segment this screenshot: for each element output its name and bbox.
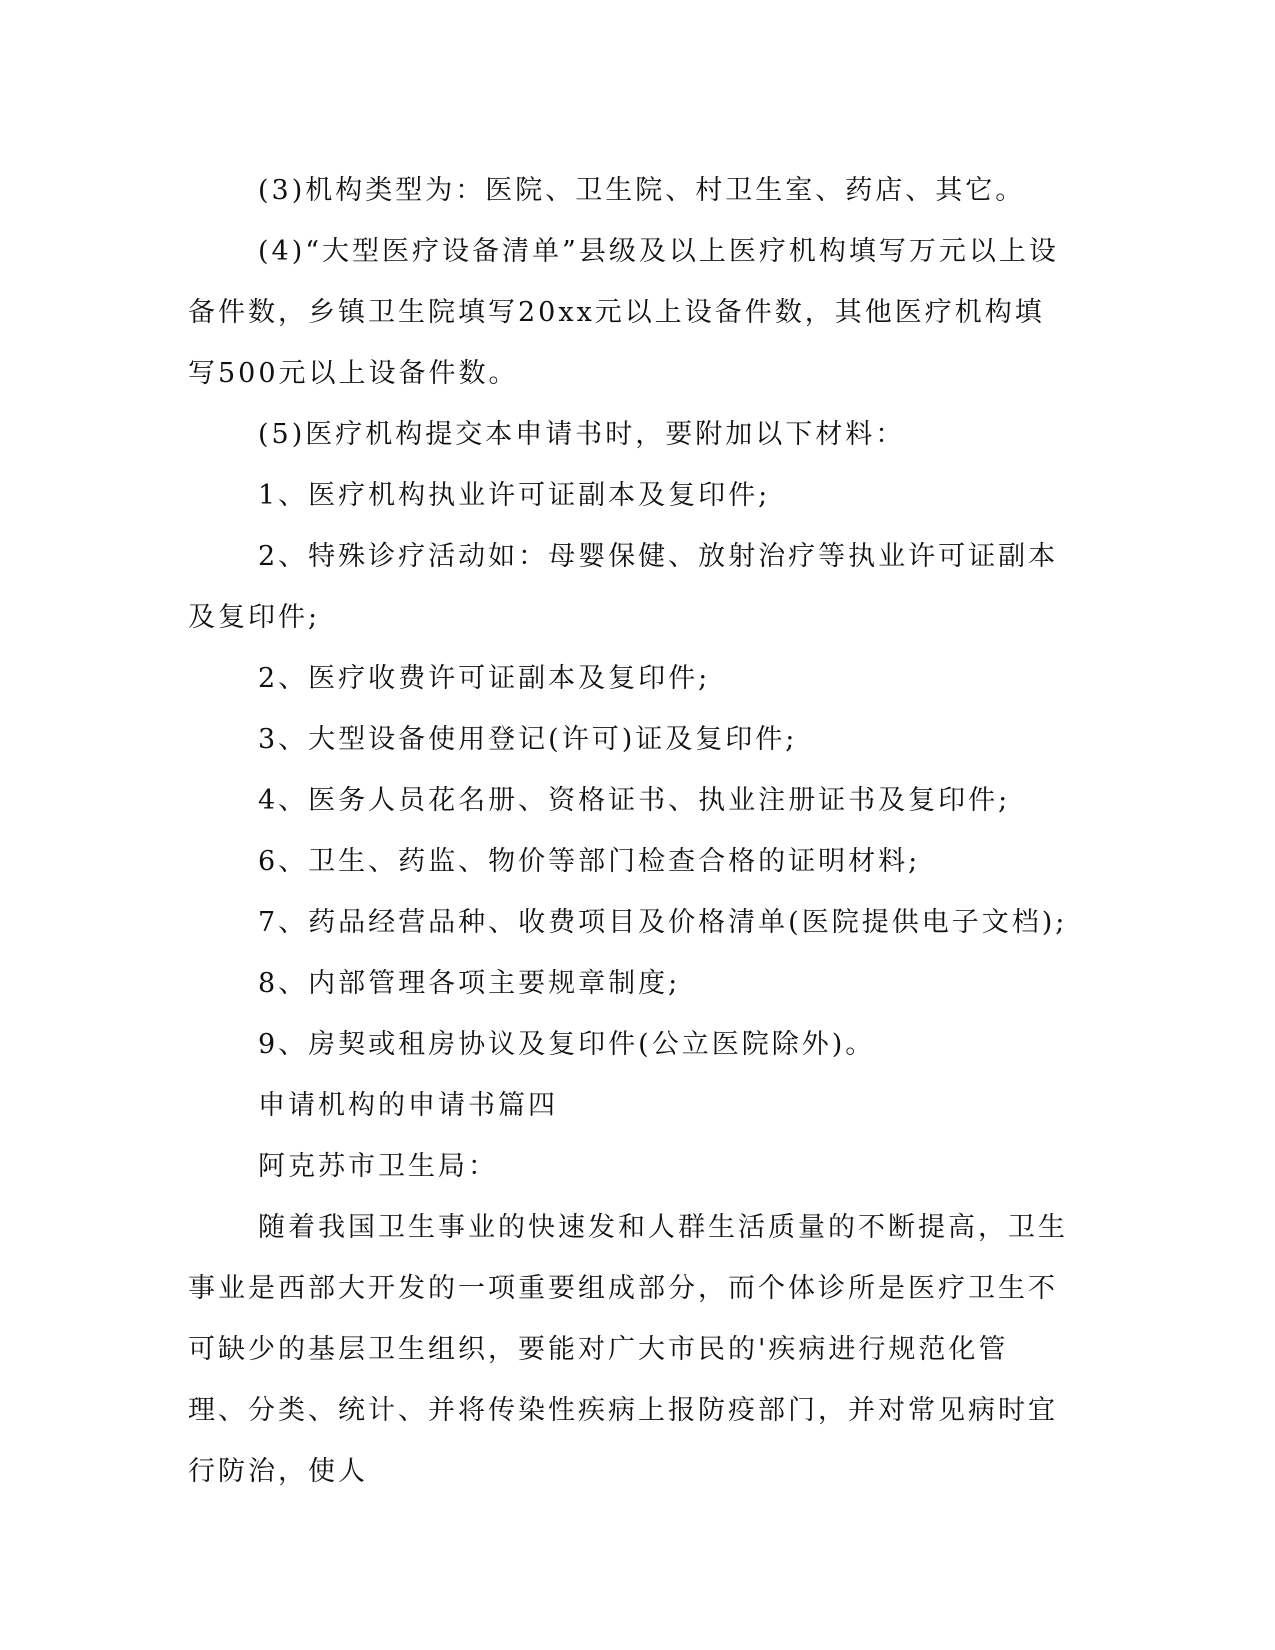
section-heading: 申请机构的申请书篇四 <box>258 1090 558 1121</box>
paragraph-institution-type: (3)机构类型为：医院、卫生院、村卫生室、药店、其它。 <box>258 175 1026 206</box>
list-item-special-license: 2、特殊诊疗活动如：母婴保健、放射治疗等执业许可证副本及复印件; <box>188 541 1059 633</box>
document-body <box>188 160 1068 1502</box>
list-item-inspection-proof: 6、卫生、药监、物价等部门检查合格的证明材料; <box>258 846 921 877</box>
list-item-equipment-registration: 3、大型设备使用登记(许可)证及复印件; <box>258 724 798 755</box>
list-item-price-list: 7、药品经营品种、收费项目及价格清单(医院提供电子文档); <box>258 907 1068 938</box>
list-item-lease-agreement: 9、房契或租房协议及复印件(公立医院除外)。 <box>258 1029 876 1060</box>
paragraph-letter-body: 随着我国卫生事业的快速发和人群生活质量的不断提高，卫生事业是西部大开发的一项重要组成部分，而个体诊所是医疗卫生不可缺少的基层卫生组织，要能对广大市民的'疾病进行规范化管理、分类、统计、并将传染性疾病上报防疫部门，并对常见病时宜行防治，使人 <box>188 1212 1068 1487</box>
paragraph-attachments-intro: (5)医疗机构提交本申请书时，要附加以下材料： <box>258 419 906 450</box>
list-item-regulations: 8、内部管理各项主要规章制度; <box>258 968 681 999</box>
paragraph-equipment-list: (4)“大型医疗设备清单”县级及以上医疗机构填写万元以上设备件数，乡镇卫生院填写20xx元以上设备件数，其他医疗机构填写500元以上设备件数。 <box>188 236 1059 389</box>
list-item-staff-roster: 4、医务人员花名册、资格证书、执业注册证书及复印件; <box>258 785 1011 816</box>
list-item-fee-license: 2、医疗收费许可证副本及复印件; <box>258 663 711 694</box>
letter-salutation: 阿克苏市卫生局： <box>258 1151 498 1182</box>
list-item-license-copy: 1、医疗机构执业许可证副本及复印件; <box>258 480 771 511</box>
